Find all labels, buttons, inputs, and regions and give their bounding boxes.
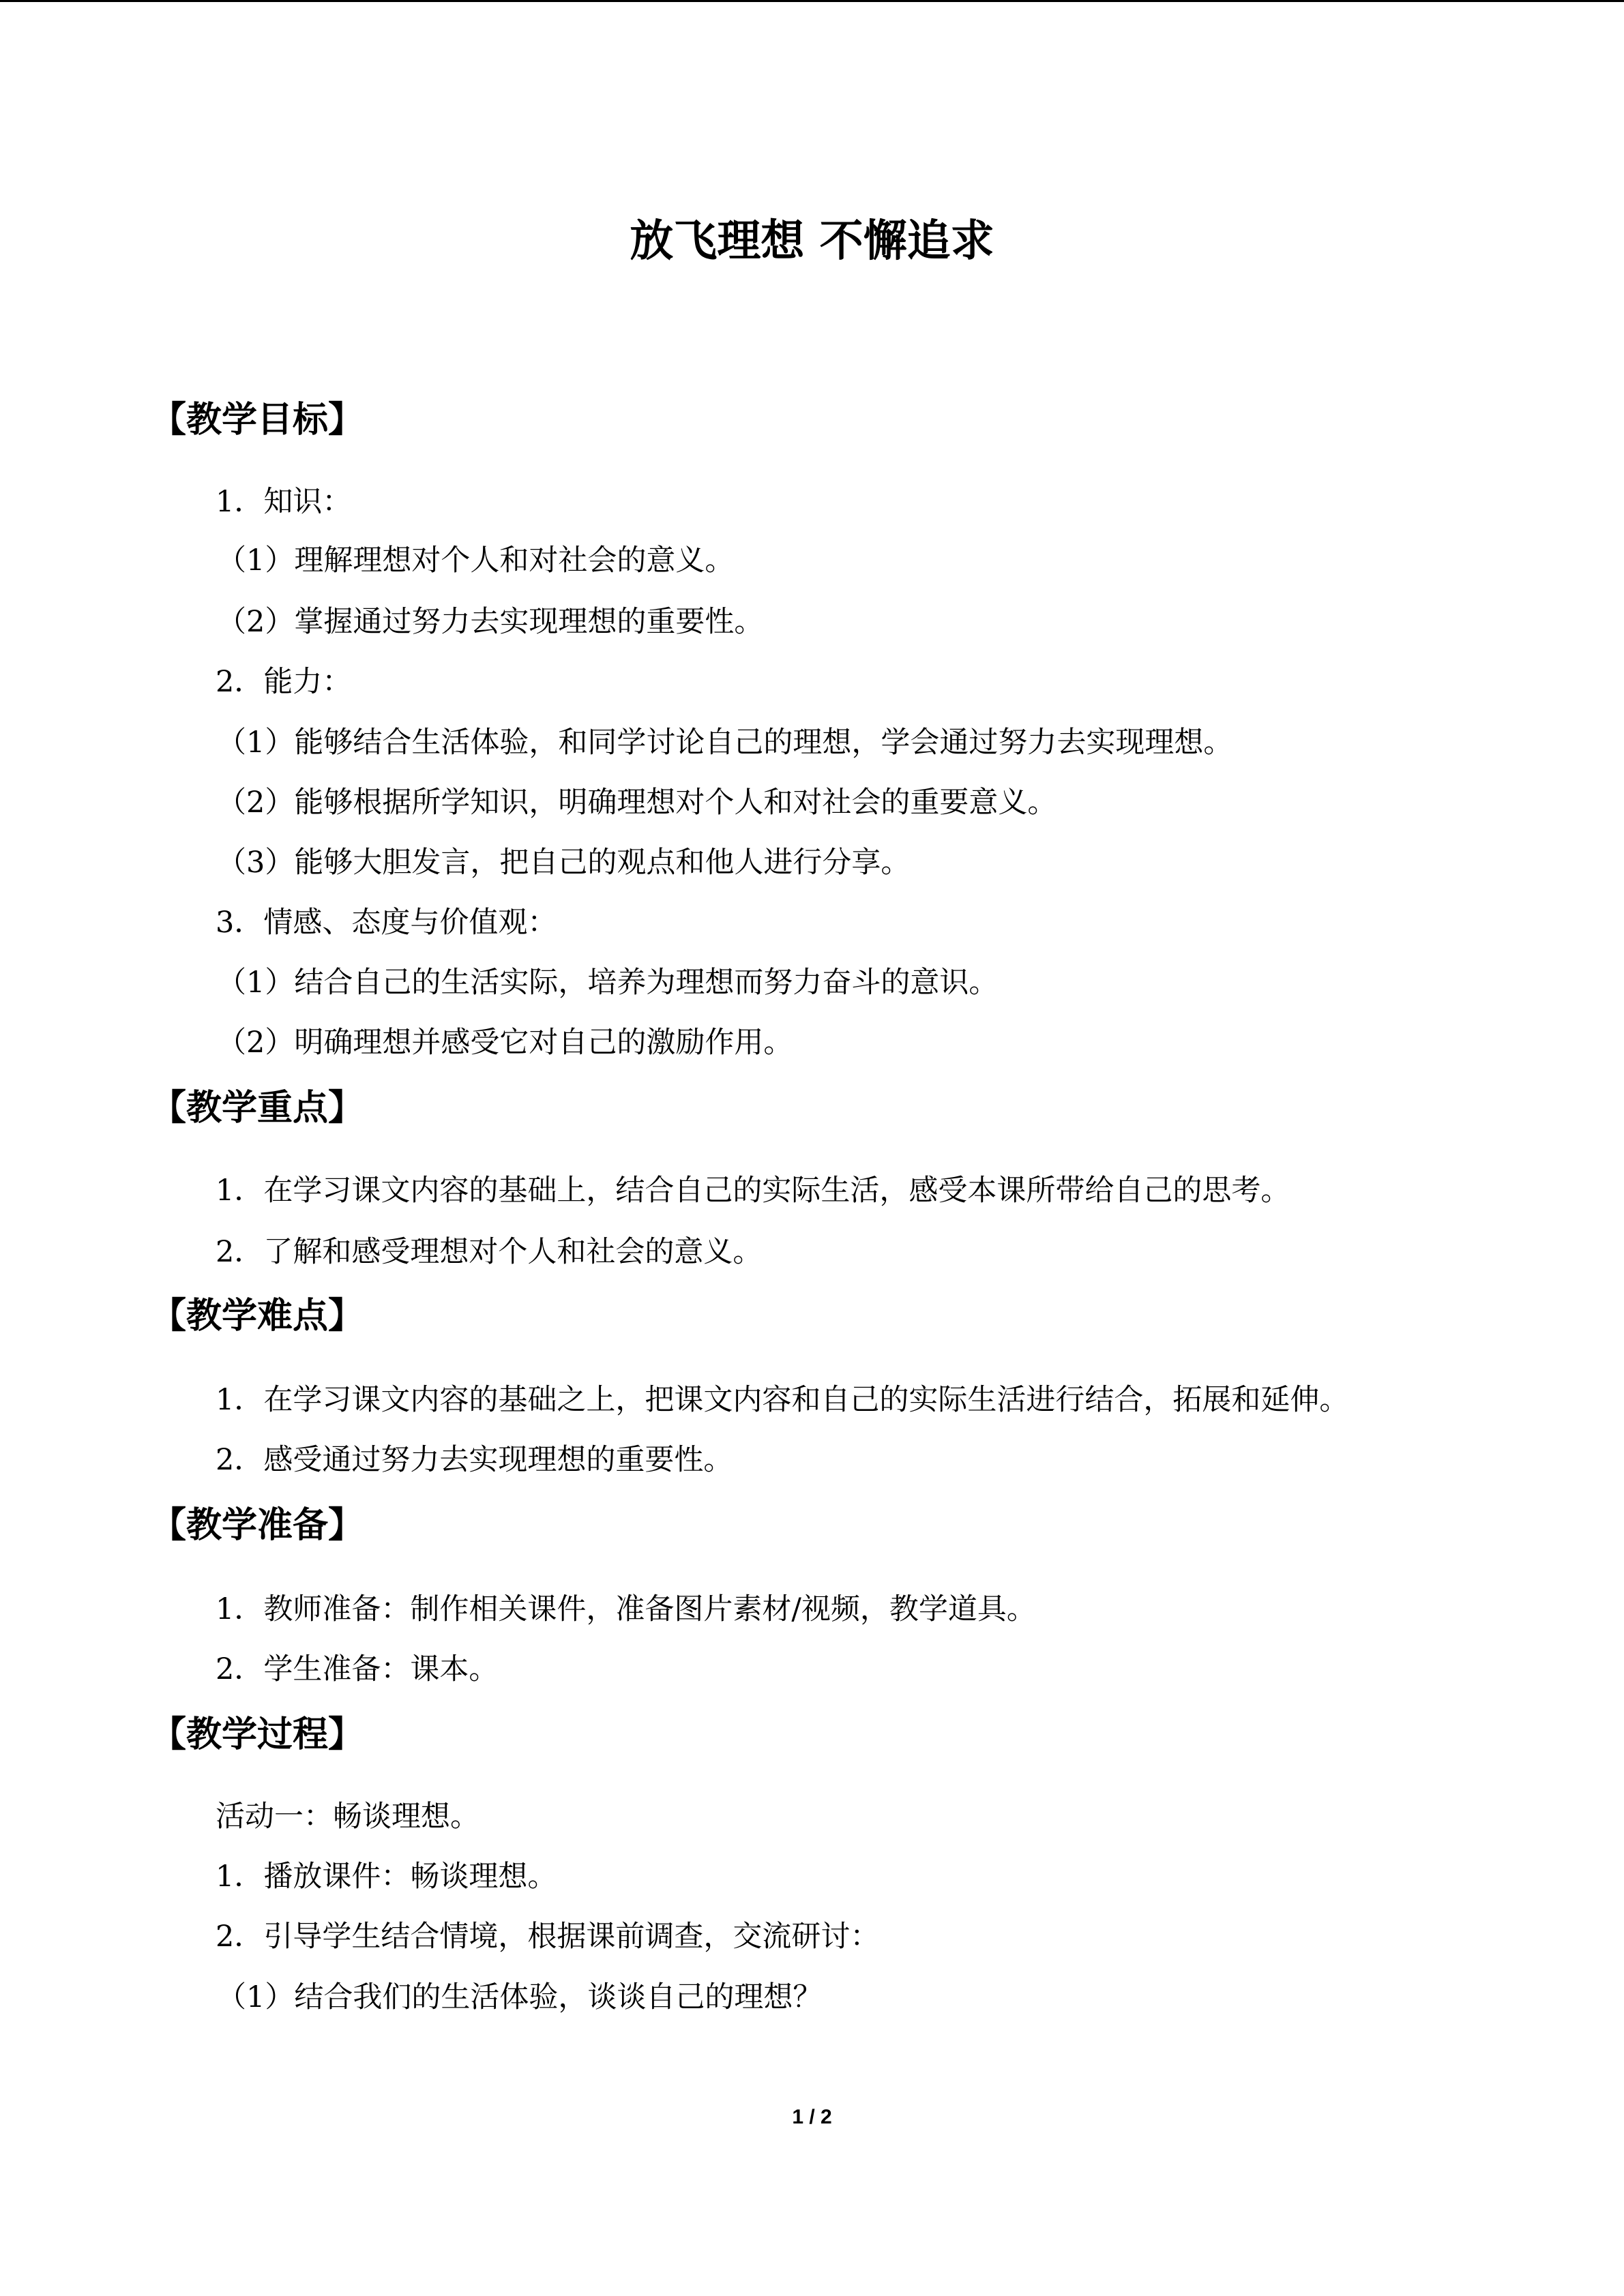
list-item: 3．情感、态度与价值观： xyxy=(216,906,557,940)
list-item: 1．在学习课文内容的基础之上，把课文内容和自己的实际生活进行结合，拓展和延伸。 xyxy=(216,1383,1349,1417)
section-heading-difficulties: 【教学难点】 xyxy=(151,1296,364,1337)
list-item: 2．学生准备：课本。 xyxy=(216,1652,499,1686)
section-heading-key-points: 【教学重点】 xyxy=(151,1088,364,1129)
list-item: （1）结合自己的生活实际，培养为理想而努力奋斗的意识。 xyxy=(217,966,999,1000)
list-item: 2．感受通过努力去实现理想的重要性。 xyxy=(216,1443,733,1477)
page-top-border xyxy=(0,0,1624,2)
list-item: （1）结合我们的生活体验，谈谈自己的理想？ xyxy=(217,1980,823,2014)
list-item: 活动一：畅谈理想。 xyxy=(216,1800,479,1834)
list-item: （2）明确理想并感受它对自己的激励作用。 xyxy=(217,1026,793,1060)
section-heading-objectives: 【教学目标】 xyxy=(151,400,364,441)
document-title: 放飞理想 不懈追求 xyxy=(630,216,994,267)
list-item: （1）能够结合生活体验，和同学讨论自己的理想，学会通过努力去实现理想。 xyxy=(217,726,1233,760)
list-item: （3）能够大胆发言，把自己的观点和他人进行分享。 xyxy=(217,846,911,880)
list-item: 2．能力： xyxy=(216,665,352,699)
list-item: 2．了解和感受理想对个人和社会的意义。 xyxy=(216,1235,763,1269)
list-item: 1．在学习课文内容的基础上，结合自己的实际生活，感受本课所带给自己的思考。 xyxy=(216,1174,1290,1208)
list-item: 1．播放课件：畅谈理想。 xyxy=(216,1860,557,1894)
list-item: （1）理解理想对个人和对社会的意义。 xyxy=(217,543,735,578)
list-item: 1．知识： xyxy=(216,485,352,519)
list-item: 2．引导学生结合情境，根据课前调查，交流研讨： xyxy=(216,1920,880,1954)
page-number: 1 / 2 xyxy=(792,2106,832,2128)
list-item: 1．教师准备：制作相关课件，准备图片素材/视频，教学道具。 xyxy=(216,1592,1036,1626)
section-heading-preparation: 【教学准备】 xyxy=(151,1505,364,1546)
section-heading-process: 【教学过程】 xyxy=(151,1714,364,1755)
list-item: （2）掌握通过努力去实现理想的重要性。 xyxy=(217,605,764,639)
list-item: （2）能够根据所学知识，明确理想对个人和对社会的重要意义。 xyxy=(217,786,1057,820)
